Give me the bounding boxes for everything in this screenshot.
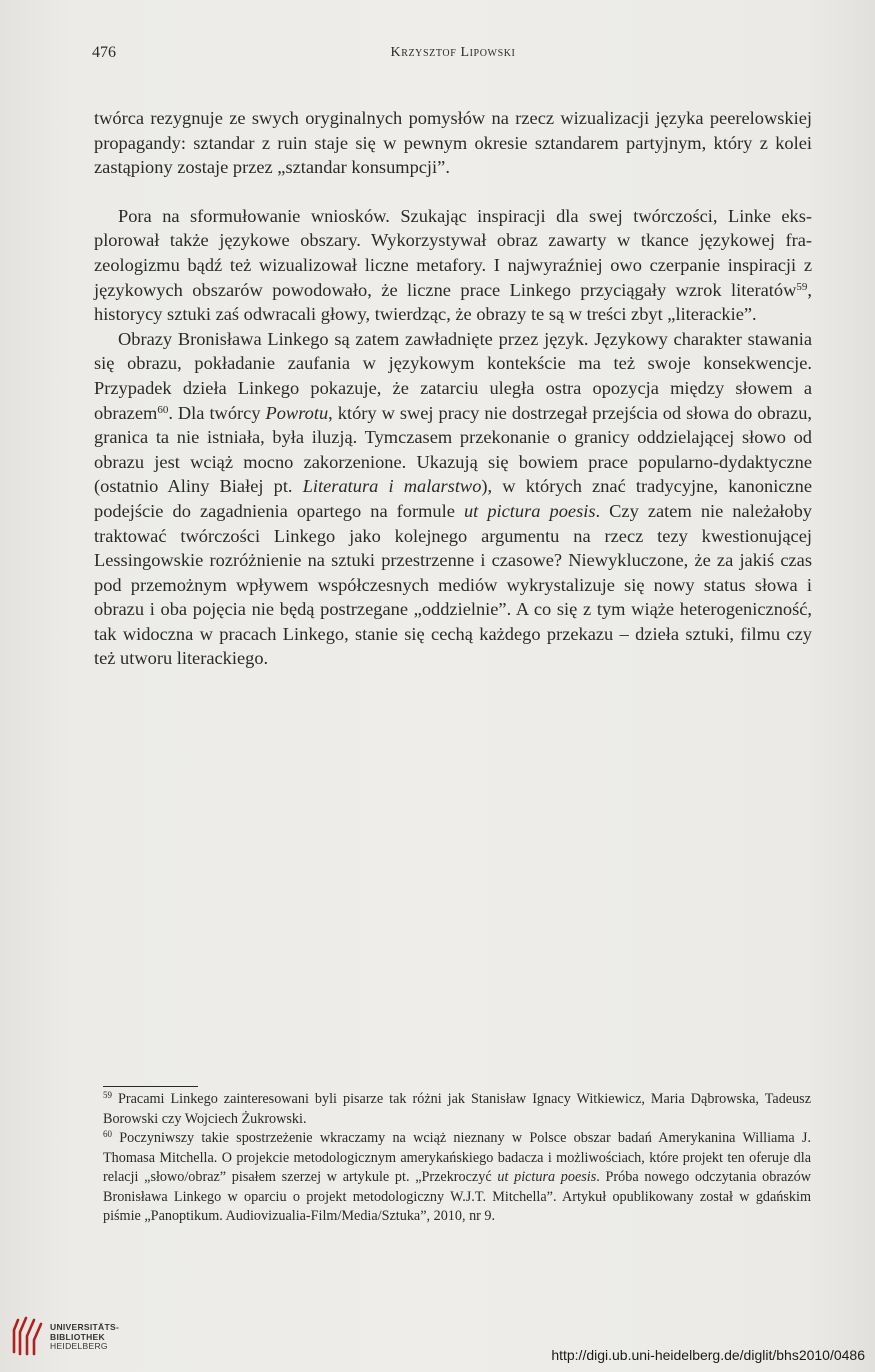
paragraph-2: Pora na sformułowanie wniosków. Szukając inspiracji dla swej twórczości, Linke eksplorował także językowe obszary. Wykorzystywał obraz zawarty w tkance językowej frazeologizmu bądź też wizualizował liczne metafory. I najwyraźniej owo czerpanie inspiracji z językowych obszarów powodowało, że liczne prace Linkego przyciągały wzrok literatów$^{59}$, historycy sztuki zaś odwracali głowy, twierdząc, że obrazy te są w treści zbyt „literackie”. [94, 205, 812, 325]
footnotes [103, 1090, 811, 1227]
phrase-ut-pictura-poesis: ut pictura poesis [463, 500, 596, 521]
footnote-59-number: 59 [103, 1090, 112, 1100]
source-url-link[interactable]: http://digi.ub.uni-heidelberg.de/diglit/bhs2010/0486 [551, 1347, 865, 1363]
running-head: Krzysztof Lipowski [390, 45, 516, 60]
library-logo[interactable] [10, 1316, 120, 1360]
page-header [92, 44, 814, 68]
page-number: 476 [92, 44, 116, 61]
paragraph-1: twórca rezygnuje ze swych oryginalnych pomysłów na rzecz wizualizacji języka peerelowskiej propagandy: sztandar z ruin staje się w pewnym okresie sztandarem partyjnym, który z kolei zastąpiony zostaje przez „sztandar konsumpcji”. [94, 108, 812, 178]
footnote-60: $^{60}$ Poczyniwszy takie spostrzeżenie wkraczamy na wciąż nieznany w Polsce obszar badań Amerykanina Williama J. Thomasa Mitchella. O projekcie metodologicznym amerykańskiego badacza i możliwościach, które projekt ten oferuje dla relacji „słowo/obraz” pisałem szerzej w artykule pt. „Przekroczyć ut pictura poesis. Próba nowego odczytania obrazów Bronisława Linkego w oparciu o projekt metodologiczny W.J.T. Mitchella”. Artykuł opublikowany został w gdańskim piśmie „Panoptikum. Audiovizualia-Film/Media/Sztuka”, 2010, nr 9. [103, 1129, 811, 1224]
title-literatura-i-malarstwo: Literatura i malarstwo [302, 476, 482, 497]
title-powrotu: Powrotu [265, 402, 329, 423]
library-logo-text: UNIVERSITÄTS- BIBLIOTHEK HEIDELBERG [50, 1322, 120, 1351]
library-logo-icon [10, 1316, 44, 1356]
body-text [94, 106, 812, 671]
footnote-60-title: ut pictura poesis [497, 1169, 597, 1185]
paragraph-3: Obrazy Bronisława Linkego są zatem zawładnięte przez język. Językowy charakter stawania się obrazu, pokładanie zaufania w językowym kontekście ma też swoje konsekwencje. Przypadek dzieła Linkego pokazuje, że zatarciu uległa ostra opozycja między słowem a obrazem$^{60}$. Dla twórcy Powrotu, który w swej pracy nie dostrzegał przejścia od słowa do obrazu, granica ta nie istniała, była iluzją. Tymczasem przekonanie o granicy oddzielającej słowo od obrazu jest wciąż mocno zakorzenione. Ukazują się bowiem prace popularno-dydaktyczne (ostatnio Aliny Białej pt. Literatura i malarstwo), w których znać tradycyjne, kanoniczne podejście do zagadnienia opartego na formule ut pictura poesis. Czy zatem nie należałoby traktować twórczości Linkego jako kolejnego argumentu na rzecz tezy kwestionującej Lessingowskie rozróżnienie na sztuki przestrzenne i czasowe? Niewykluczone, że za jakiś czas pod przemożnym wpływem współczesnych mediów wykrystalizuje się nowy status słowa i obrazu i oba pojęcia nie będą postrzegane „oddzielnie”. A co się z tym wiąże heterogeniczność, tak widoczna w pracach Linkego, stanie się cechą każdego przekazu – dzieła sztuki, filmu czy też utworu literackiego. [94, 328, 812, 669]
footnote-59: $^{59}$ Pracami Linkego zainteresowani byli pisarze tak różni jak Stanisław Ignacy Witkiewicz, Maria Dąbrowska, Tadeusz Borowski czy Wojciech Żukrowski. [103, 1090, 811, 1127]
footnote-divider [103, 1086, 198, 1087]
footnote-ref-59[interactable]: 59 [796, 280, 808, 293]
footnote-60-number: 60 [103, 1129, 112, 1139]
footnote-ref-60[interactable]: 60 [157, 403, 169, 416]
